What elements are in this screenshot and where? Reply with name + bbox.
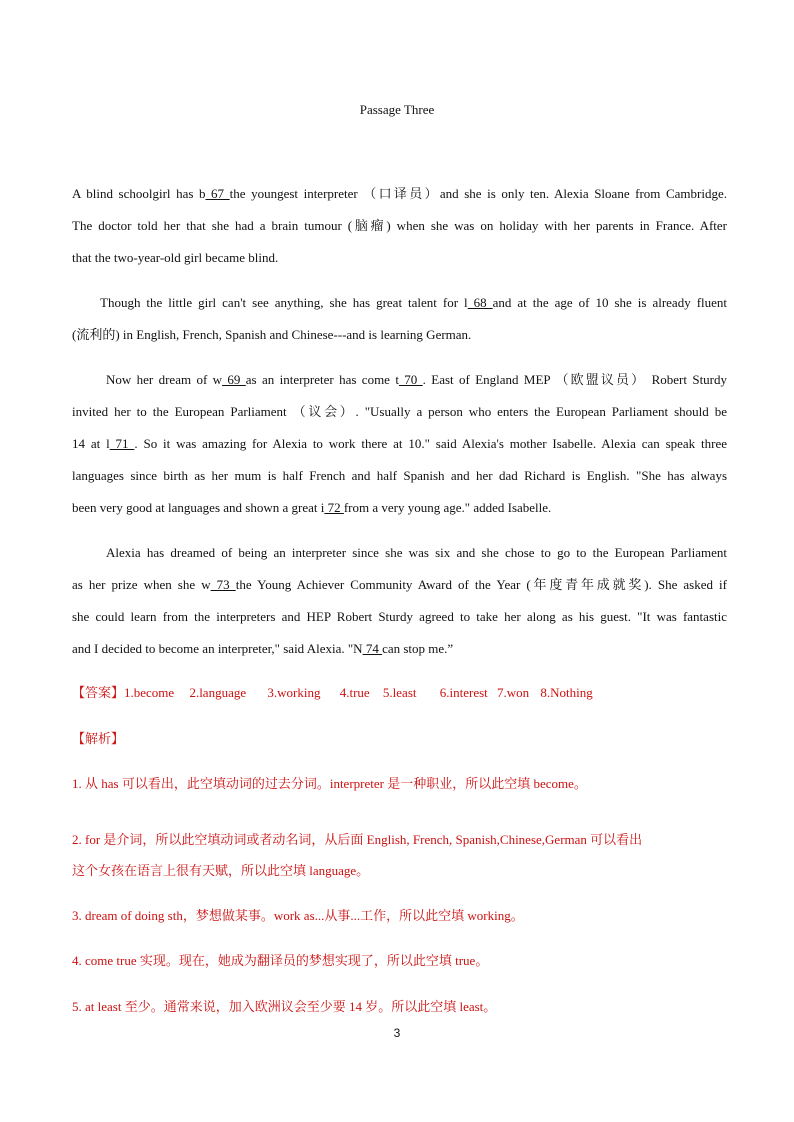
answer-item: 2.language <box>189 685 247 700</box>
passage-paragraph-4-line-4: and I decided to become an interpreter," said Alexia. "N 74 can stop me.” <box>72 641 454 656</box>
passage-paragraph-1-line-2: The doctor told her that she had a brain tumour (脑瘤) when she was on holiday with her parents in France. After <box>72 218 727 233</box>
passage-paragraph-1-line-3: that the two-year-old girl became blind. <box>72 250 279 265</box>
blank-69: 69 <box>222 372 246 387</box>
blank-71: 71 <box>109 436 135 451</box>
passage-paragraph-3-line-1: Now her dream of w 69 as an interpreter has come t 70 . East of England MEP （欧盟议员） Robert Sturdy <box>106 372 728 387</box>
blank-73: 73 <box>210 577 236 592</box>
analysis-item-3: 3. dream of doing sth，梦想做某事。work as...从事...工作，所以此空填 working。 <box>72 908 524 923</box>
answer-item: 5.least <box>382 685 417 700</box>
analysis-item-4: 4. come true 实现。现在，她成为翻译员的梦想实现了，所以此空填 true。 <box>72 953 489 968</box>
blank-70: 70 <box>398 372 423 387</box>
blank-72: 72 <box>324 500 344 515</box>
analysis-label: 【解析】 <box>72 731 125 746</box>
answer-item: 6.interest <box>439 685 488 700</box>
answer-item: 1.become <box>124 685 175 700</box>
answer-item: 8.Nothing <box>540 685 593 700</box>
answer-item: 7.won <box>497 685 530 700</box>
passage-paragraph-3-line-3: 14 at l 71 . So it was amazing for Alexia to work there at 10." said Alexia's mother Isabelle. Alexia can speak three <box>72 436 728 451</box>
passage-paragraph-3-line-2: invited her to the European Parliament （议会）. "Usually a person who enters the European Parliament should be <box>72 404 727 419</box>
passage-paragraph-2-line-2: (流利的) in English, French, Spanish and Chinese---and is learning German. <box>72 327 472 342</box>
blank-74: 74 <box>362 641 383 656</box>
passage-paragraph-1-line-1: A blind schoolgirl has b 67 the youngest interpreter （口译员）and she is only ten. Alexia Sloane from Cambridge. <box>72 186 728 201</box>
answer-key <box>72 684 727 702</box>
answer-item: 4.true <box>339 685 370 700</box>
blank-67: 67 <box>205 186 230 201</box>
passage-title: Passage Three <box>359 102 435 117</box>
answer-item: 3.working <box>267 685 321 700</box>
analysis-item-2-line-2: 这个女孩在语言上很有天赋，所以此空填 language。 <box>72 863 370 878</box>
analysis-item-1: 1. 从 has 可以看出，此空填动词的过去分词。interpreter 是一种职业，所以此空填 become。 <box>72 776 587 791</box>
passage-paragraph-4-line-2: as her prize when she w 73 the Young Achiever Community Award of the Year (年度青年成就奖). She asked if <box>72 577 727 592</box>
passage-paragraph-3-line-4: languages since birth as her mum is half French and half Spanish and her dad Richard is English. "She has always <box>72 468 727 483</box>
passage-paragraph-4-line-1: Alexia has dreamed of being an interpreter since she was six and she chose to go to the European Parliament <box>106 545 727 560</box>
analysis-item-5: 5. at least 至少。通常来说，加入欧洲议会至少要 14 岁。所以此空填 least。 <box>72 999 497 1014</box>
page-number: 3 <box>393 1026 401 1040</box>
passage-paragraph-4-line-3: she could learn from the interpreters and HEP Robert Sturdy agreed to take her along as his guest. "It was fantastic <box>72 609 727 624</box>
answer-label: 【答案】 <box>72 685 125 700</box>
passage-paragraph-2-line-1: Though the little girl can't see anything, she has great talent for l 68 and at the age of 10 she is already fluent <box>100 295 728 310</box>
passage-paragraph-3-line-5: been very good at languages and shown a great i 72 from a very young age." added Isabelle. <box>72 500 552 515</box>
analysis-item-2-line-1: 2. for 是介词，所以此空填动词或者动名词，从后面 English, French, Spanish,Chinese,German 可以看出 <box>72 832 643 847</box>
blank-68: 68 <box>467 295 493 310</box>
